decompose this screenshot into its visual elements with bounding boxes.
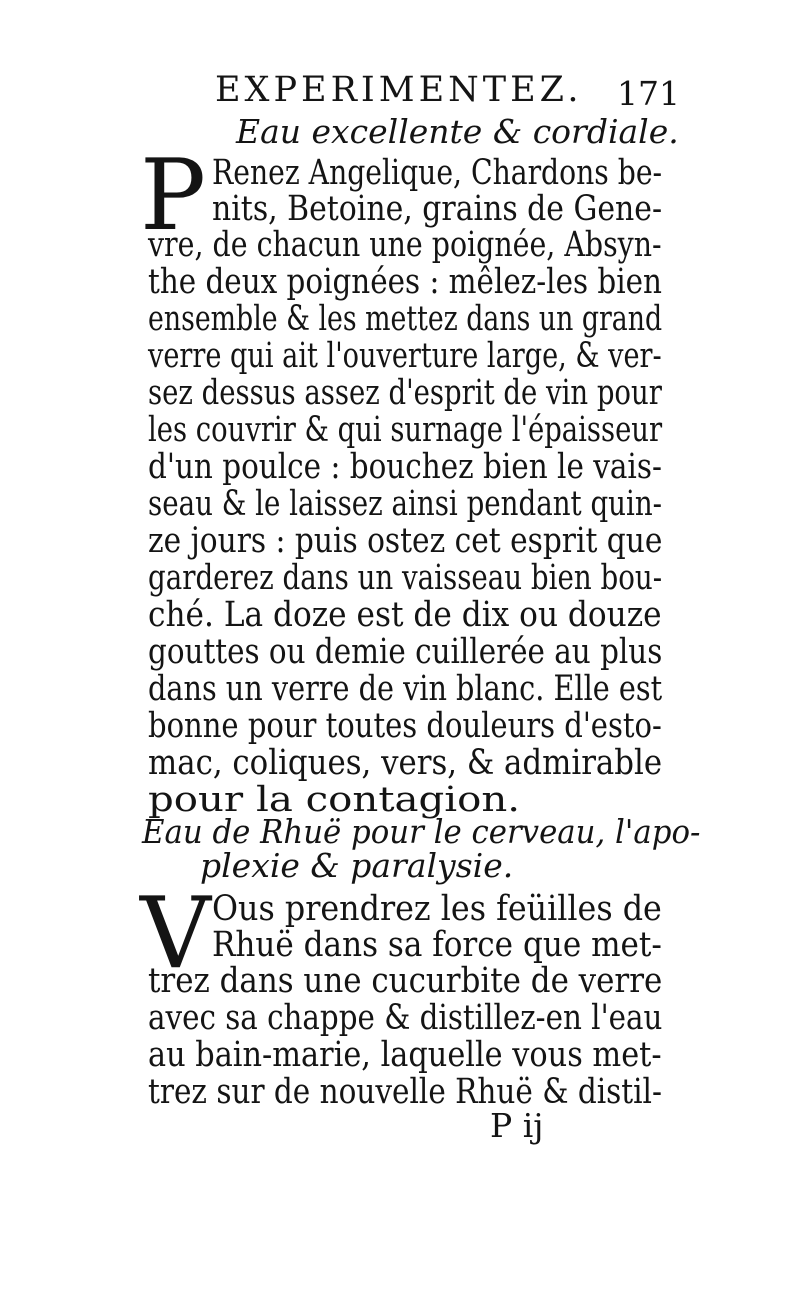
- text-line: mac, coliques, vers, & admirable: [148, 743, 663, 783]
- signature-mark: P ij: [490, 1106, 544, 1145]
- text-line: sez dessus assez d'esprit de vin pour: [148, 373, 662, 413]
- text-line: trez dans une cucurbite de verre: [148, 961, 663, 1001]
- text-line: ché. La doze est de dix ou douze: [148, 595, 662, 635]
- recipe-title-line: plexie & paralysie.: [200, 846, 514, 885]
- recipe-title-line: Eau de Rhuë pour le cerveau, l'apo-: [142, 812, 701, 851]
- text-line: the deux poignées : mêlez-les bien: [148, 262, 662, 302]
- text-line: garderez dans un vaisseau bien bou-: [148, 558, 663, 598]
- text-line: au bain-marie, laquelle vous met-: [148, 1035, 662, 1075]
- text-line: verre qui ait l'ouverture large, & ver-: [148, 336, 662, 376]
- recipe-title: Eau excellente & cordiale.: [236, 112, 679, 151]
- text-line: Renez Angelique, Chardons be-: [212, 153, 663, 193]
- running-head: EXPERIMENTEZ.: [215, 70, 583, 110]
- text-line: seau & le laissez ainsi pendant quin-: [148, 484, 663, 524]
- page-number: 171: [617, 74, 680, 113]
- text-line: ensemble & les mettez dans un grand: [148, 299, 663, 339]
- text-line: pour la contagion.: [148, 780, 521, 820]
- text-line: ze jours : puis ostez cet esprit que: [148, 521, 663, 561]
- text-line: Ous prendrez les feüilles de: [212, 889, 662, 929]
- drop-cap: P: [140, 139, 206, 253]
- text-line: gouttes ou demie cuillerée au plus: [148, 632, 663, 672]
- text-line: avec sa chappe & distillez-en l'eau: [148, 998, 663, 1038]
- text-line: trez sur de nouvelle Rhuë & distil-: [148, 1072, 662, 1112]
- text-line: les couvrir & qui surnage l'épaisseur: [148, 410, 663, 450]
- drop-cap: V: [140, 877, 211, 991]
- text-line: nits, Betoine, grains de Gene-: [212, 189, 663, 229]
- text-line: dans un verre de vin blanc. Elle est: [148, 669, 663, 709]
- text-line: vre, de chacun une poignée, Absyn-: [148, 225, 662, 265]
- text-line: d'un poulce : bouchez bien le vais-: [148, 447, 662, 487]
- text-line: bonne pour toutes douleurs d'esto-: [148, 706, 662, 746]
- text-line: Rhuë dans sa force que met-: [212, 925, 662, 965]
